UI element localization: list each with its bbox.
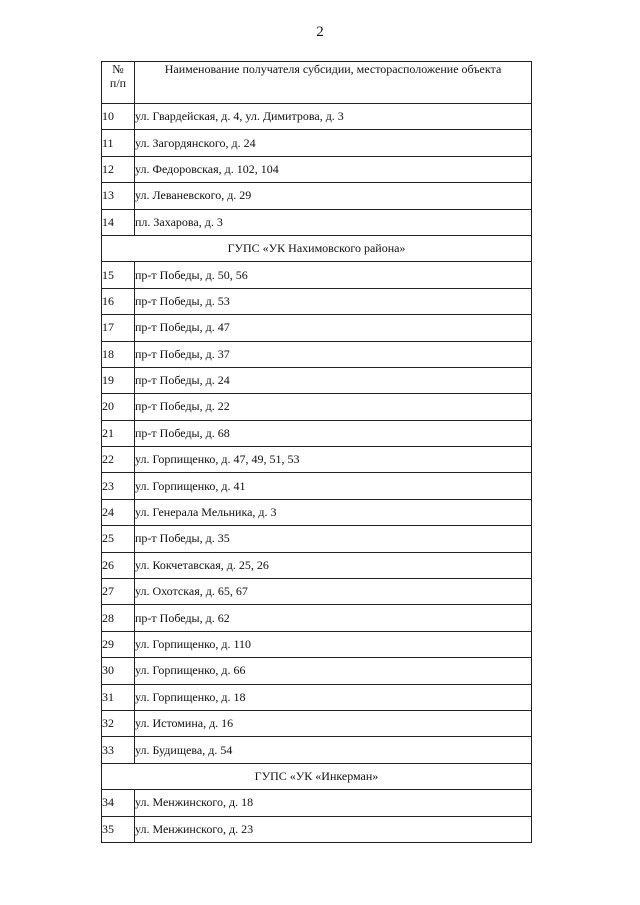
row-address: ул. Горпищенко, д. 66 [135,658,532,684]
table-row [102,394,532,420]
table-body [102,104,532,843]
row-number: 35 [102,816,135,842]
column-header-number-sign: № [112,62,124,76]
row-number: 25 [102,526,135,552]
row-address: ул. Кокчетавская, д. 25, 26 [135,552,532,578]
row-number: 33 [102,737,135,763]
group-header-row [102,235,532,261]
table-row [102,447,532,473]
row-address: ул. Генерала Мельника, д. 3 [135,499,532,525]
row-address: ул. Горпищенко, д. 18 [135,684,532,710]
row-number: 18 [102,341,135,367]
row-address: пр-т Победы, д. 68 [135,420,532,446]
row-number: 29 [102,631,135,657]
table-row [102,341,532,367]
table-row [102,658,532,684]
column-header-number [102,62,135,104]
group-header-row [102,763,532,789]
table-row [102,420,532,446]
row-number: 17 [102,315,135,341]
table-row [102,288,532,314]
row-number: 23 [102,473,135,499]
row-number: 16 [102,288,135,314]
row-number: 11 [102,130,135,156]
table-row [102,262,532,288]
row-address: ул. Охотская, д. 65, 67 [135,579,532,605]
table-row [102,130,532,156]
row-address: пр-т Победы, д. 53 [135,288,532,314]
page-number: 2 [316,24,324,40]
table-row [102,710,532,736]
row-address: ул. Леваневского, д. 29 [135,183,532,209]
row-number: 21 [102,420,135,446]
row-address: ул. Гвардейская, д. 4, ул. Димитрова, д. 3 [135,104,532,130]
row-number: 28 [102,605,135,631]
table-row [102,499,532,525]
row-address: ул. Менжинского, д. 18 [135,790,532,816]
row-number: 34 [102,790,135,816]
group-title: ГУПС «УК «Инкерман» [102,763,532,789]
row-address: пр-т Победы, д. 37 [135,341,532,367]
table-row [102,526,532,552]
table-row [102,790,532,816]
table-row [102,605,532,631]
row-address: пр-т Победы, д. 47 [135,315,532,341]
table-row [102,209,532,235]
table-row [102,183,532,209]
table-row [102,104,532,130]
row-number: 12 [102,156,135,182]
row-number: 13 [102,183,135,209]
row-number: 20 [102,394,135,420]
row-number: 24 [102,499,135,525]
row-address: ул. Будищева, д. 54 [135,737,532,763]
table-row [102,367,532,393]
table-row [102,684,532,710]
table-row [102,737,532,763]
row-address: ул. Горпищенко, д. 110 [135,631,532,657]
row-address: ул. Горпищенко, д. 41 [135,473,532,499]
subsidy-recipients-table [101,61,532,843]
row-address: пр-т Победы, д. 35 [135,526,532,552]
row-address: ул. Федоровская, д. 102, 104 [135,156,532,182]
table-row [102,473,532,499]
table-row [102,816,532,842]
row-address: пр-т Победы, д. 62 [135,605,532,631]
row-number: 19 [102,367,135,393]
table-row [102,156,532,182]
row-number: 30 [102,658,135,684]
row-address: пр-т Победы, д. 24 [135,367,532,393]
row-number: 31 [102,684,135,710]
row-address: ул. Менжинского, д. 23 [135,816,532,842]
row-address: ул. Истомина, д. 16 [135,710,532,736]
row-address: ул. Горпищенко, д. 47, 49, 51, 53 [135,447,532,473]
row-address: пл. Захарова, д. 3 [135,209,532,235]
row-number: 26 [102,552,135,578]
row-number: 15 [102,262,135,288]
row-number: 10 [102,104,135,130]
row-number: 32 [102,710,135,736]
table-row [102,631,532,657]
row-address: пр-т Победы, д. 50, 56 [135,262,532,288]
row-number: 22 [102,447,135,473]
row-number: 14 [102,209,135,235]
table-header-row [102,62,532,104]
column-header-number-abbr: п/п [109,76,127,90]
table-row [102,579,532,605]
table-row [102,552,532,578]
group-title: ГУПС «УК Нахимовского района» [102,235,532,261]
row-number: 27 [102,579,135,605]
column-header-recipient: Наименование получателя субсидии, месторасположение объекта [135,62,532,104]
row-address: ул. Загордянского, д. 24 [135,130,532,156]
row-address: пр-т Победы, д. 22 [135,394,532,420]
table-row [102,315,532,341]
